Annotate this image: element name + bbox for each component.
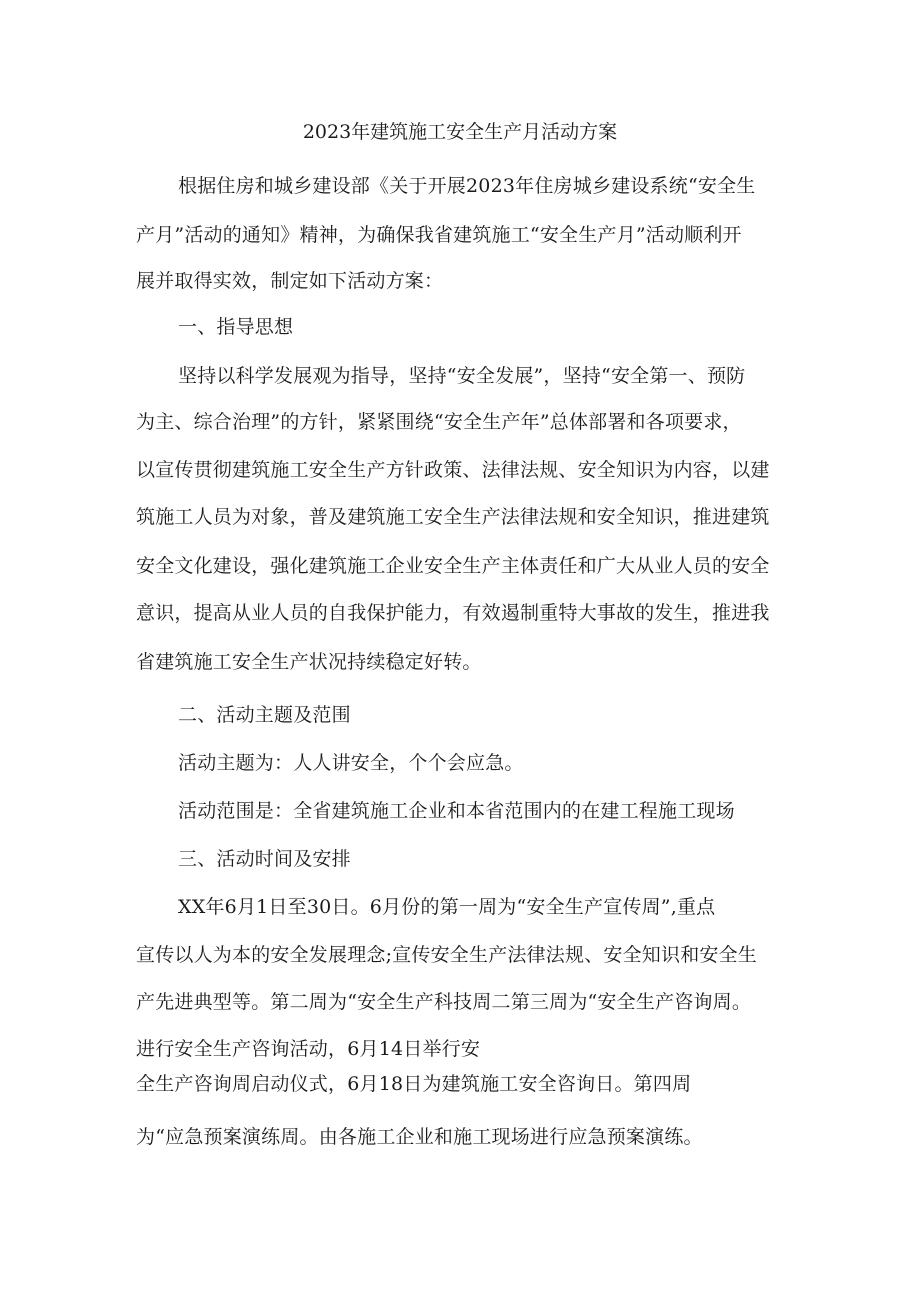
paragraph-line: 产月”活动的通知》精神，为确保我省建筑施工“安全生产月”活动顺利开 (136, 224, 742, 246)
paragraph-line: 宣传以人为本的安全发展理念;宣传安全生产法律法规、安全知识和安全生 (136, 944, 758, 966)
paragraph-line: 全生产咨询周启动仪式，6月18日为建筑施工安全咨询日。第四周 (136, 1073, 692, 1095)
paragraph-line: 安全文化建设，强化建筑施工企业安全生产主体责任和广大从业人员的安全 (136, 555, 770, 577)
paragraph-line: 展并取得实效，制定如下活动方案： (136, 270, 444, 292)
paragraph-line: 意识，提高从业人员的自我保护能力，有效遏制重特大事故的发生，推进我 (136, 602, 770, 624)
paragraph-line: 产先进典型等。第二周为“安全生产科技周二第三周为“安全生产咨询周。 (136, 991, 752, 1013)
paragraph-line: XX年6月1日至30日。6月份的第一周为“安全生产宣传周”,重点 (178, 896, 716, 918)
paragraph-line: 根据住房和城乡建设部《关于开展2023年住房城乡建设系统“安全生 (178, 175, 756, 197)
section-heading: 一、指导思想 (178, 316, 294, 338)
paragraph-line: 以宣传贯彻建筑施工安全生产方针政策、法律法规、安全知识为内容，以建 (136, 459, 770, 481)
paragraph-line: 活动范围是：全省建筑施工企业和本省范围内的在建工程施工现场 (178, 800, 735, 822)
paragraph-line: 为主、综合治理”的方针，紧紧围绕“安全生产年”总体部署和各项要求， (136, 411, 742, 433)
document-title: 2023年建筑施工安全生产月活动方案 (302, 121, 618, 143)
paragraph-line: 筑施工人员为对象，普及建筑施工安全生产法律法规和安全知识，推进建筑 (136, 506, 770, 528)
paragraph-line: 坚持以科学发展观为指导，坚持“安全发展”，坚持“安全第一、预防 (178, 365, 746, 387)
section-heading: 三、活动时间及安排 (178, 848, 351, 870)
paragraph-line: 活动主题为：人人讲安全，个个会应急。 (178, 752, 524, 774)
section-heading: 二、活动主题及范围 (178, 704, 351, 726)
paragraph-line: 为“应急预案演练周。由各施工企业和施工现场进行应急预案演练。 (136, 1126, 703, 1148)
paragraph-line: 省建筑施工安全生产状况持续稳定好转。 (136, 651, 482, 673)
paragraph-line: 进行安全生产咨询活动，6月14日举行安 (136, 1038, 481, 1060)
